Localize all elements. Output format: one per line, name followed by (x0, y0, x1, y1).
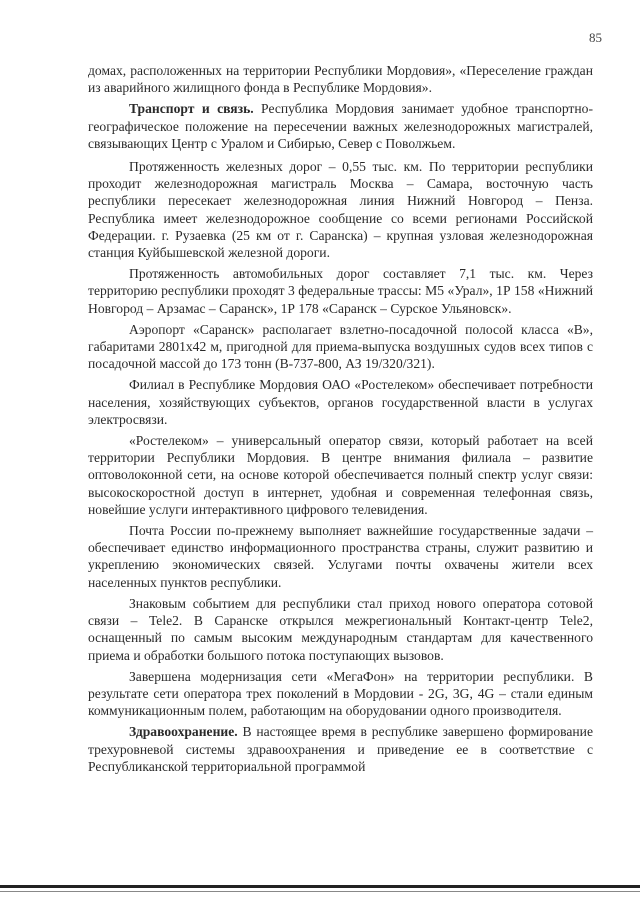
paragraph: Завершена модернизация сети «МегаФон» на территории республики. В результате сети оператора трех поколений в Мордовии - 2G, 3G, 4G – стали единым коммуникационным полем, работающим на оборудовании одного производителя. (88, 668, 593, 719)
paragraph-health-heading: Здравоохранение. В настоящее время в республике завершено формирование трехуровневой системы здравоохранения и приведение ее в соответствие с Республиканской территориальной программой (88, 724, 593, 774)
paragraph: Протяженность железных дорог – 0,55 тыс. км. По территории республики проходит железнодорожная магистраль Москва – Самара, восточную часть республики пересекает железнодорожная линия Нижний Новгород – Пенза. Республика имеет железнодорожное сообщение со всеми регионами Российской Федерации. г. Рузаевка (25 км от г. Саранска) – крупная узловая железнодорожная станция Куйбышевской железной дороги. (88, 159, 593, 261)
section-heading: Транспорт и связь. (129, 101, 254, 117)
paragraph: Знаковым событием для республики стал приход нового оператора сотовой связи – Tele2. В Саранске открылся межрегиональный Контакт-центр Tele2, оснащенный по самым высоким международным стандартам для качественного приема и обработки большого потока поступающих вызовов. (88, 595, 593, 663)
section-heading: Здравоохранение. (129, 724, 238, 740)
paragraph: домах, расположенных на территории Республики Мордовия», «Переселение граждан из аварийного жилищного фонда в Республике Мордовия». (88, 63, 593, 96)
footer-rule-thin (0, 891, 640, 892)
page-number: 85 (589, 30, 602, 45)
document-body (88, 62, 593, 779)
paragraph: Протяженность автомобильных дорог составляет 7,1 тыс. км. Через территорию республики проходят 3 федеральные трассы: М5 «Урал», 1Р 158 «Нижний Новгород – Арзамас – Саранск», 1Р 178 «Саранск – Сурское Ульяновск». (88, 266, 593, 316)
paragraph-transport-heading: Транспорт и связь. Республика Мордовия занимает удобное транспортно-географическое положение на пересечении важных железнодорожных магистралей, связывающих Центр с Уралом и Сибирью, Север с Поволжьем. (88, 101, 593, 151)
paragraph: Аэропорт «Саранск» располагает взлетно-посадочной полосой класса «В», габаритами 2801х42 м, пригодной для приема-выпуска воздушных судов всех типов с посадочной массой до 173 тонн (В-737-800, АЗ 19/320/321). (88, 321, 593, 372)
paragraph: Почта России по-прежнему выполняет важнейшие государственные задачи – обеспечивает единство информационного пространства страны, служит развитию и укреплению экономических связей. Услугами почты охвачены жители всех населенных пунктов республики. (88, 523, 593, 590)
paragraph: «Ростелеком» – универсальный оператор связи, который работает на всей территории Республики Мордовия. В центре внимания филиала – развитие оптоволоконной сети, на основе которой обеспечивается полный спектр услуг связи: высокоскоростной доступ в интернет, удобная и современная телефонная связь, новейшие услуги интерактивного цифрового телевидения. (88, 433, 593, 517)
paragraph: Филиал в Республике Мордовия ОАО «Ростелеком» обеспечивает потребности населения, хозяйствующих субъектов, органов государственной власти в услугах электросвязи. (88, 377, 593, 427)
footer-rule (0, 885, 640, 888)
